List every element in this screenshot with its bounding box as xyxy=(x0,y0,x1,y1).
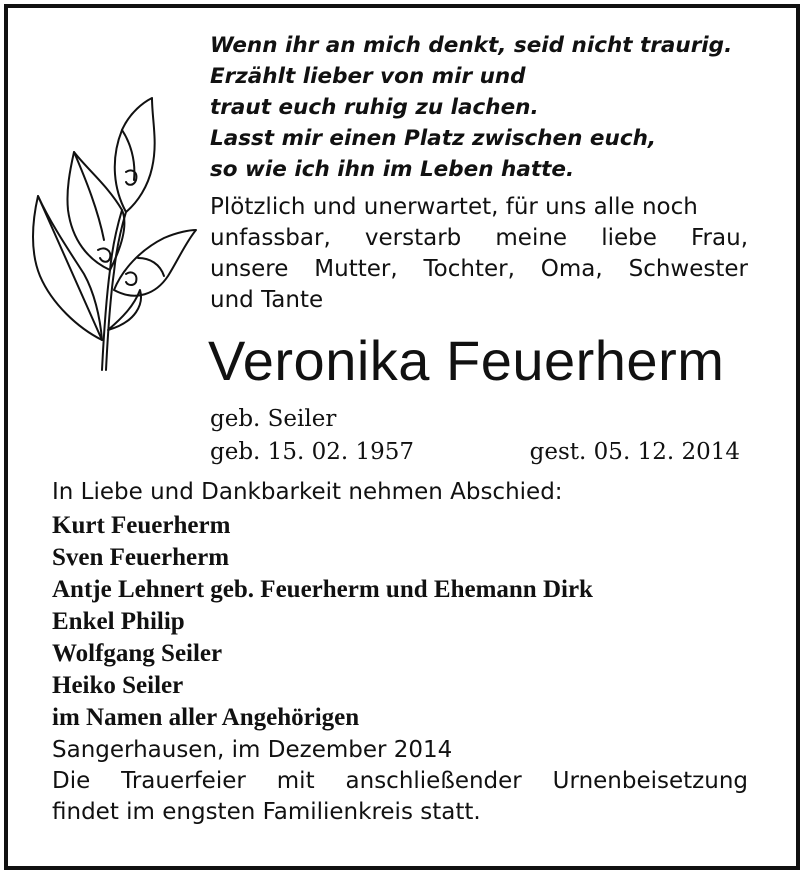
mourner: Kurt Feuerherm xyxy=(52,512,231,539)
maiden-name: geb. Seiler xyxy=(210,406,337,432)
intro-line: unfassbar, verstarb meine liebe Frau, xyxy=(210,225,748,251)
poem-line: so wie ich ihn im Leben hatte. xyxy=(210,157,575,182)
death-date: gest. 05. 12. 2014 xyxy=(529,439,740,465)
farewell-line: In Liebe und Dankbarkeit nehmen Abschied: xyxy=(52,479,563,505)
life-dates xyxy=(210,436,740,468)
mourner: Antje Lehnert geb. Feuerherm und Ehemann Dirk xyxy=(52,576,593,603)
intro-text xyxy=(210,192,748,316)
poem-line: traut euch ruhig zu lachen. xyxy=(210,95,539,120)
calla-lily-icon xyxy=(18,90,208,380)
birth-date: geb. 15. 02. 1957 xyxy=(210,439,414,465)
mourner: Enkel Philip xyxy=(52,608,185,635)
mourner: Sven Feuerherm xyxy=(52,544,230,571)
place-date: Sangerhausen, im Dezember 2014 xyxy=(52,737,453,763)
deceased-name: Veronika Feuerherm xyxy=(208,329,725,392)
ceremony-note xyxy=(52,766,748,828)
mourner: im Namen aller Angehörigen xyxy=(52,704,360,731)
ceremony-line: findet im engsten Familienkreis statt. xyxy=(52,799,481,825)
intro-line: und Tante xyxy=(210,287,324,313)
mourner: Heiko Seiler xyxy=(52,672,184,699)
mourner: Wolfgang Seiler xyxy=(52,640,223,667)
poem-line: Wenn ihr an mich denkt, seid nicht traurig. xyxy=(210,33,733,58)
ceremony-line: Die Trauerfeier mit anschließender Urnenbeisetzung xyxy=(52,768,748,794)
intro-line: Plötzlich und unerwartet, für uns alle noch xyxy=(210,194,698,220)
poem-line: Lasst mir einen Platz zwischen euch, xyxy=(210,126,657,151)
poem xyxy=(210,30,732,185)
poem-line: Erzählt lieber von mir und xyxy=(210,64,526,89)
mourners-list xyxy=(52,510,593,734)
intro-line: unsere Mutter, Tochter, Oma, Schwester xyxy=(210,256,748,282)
